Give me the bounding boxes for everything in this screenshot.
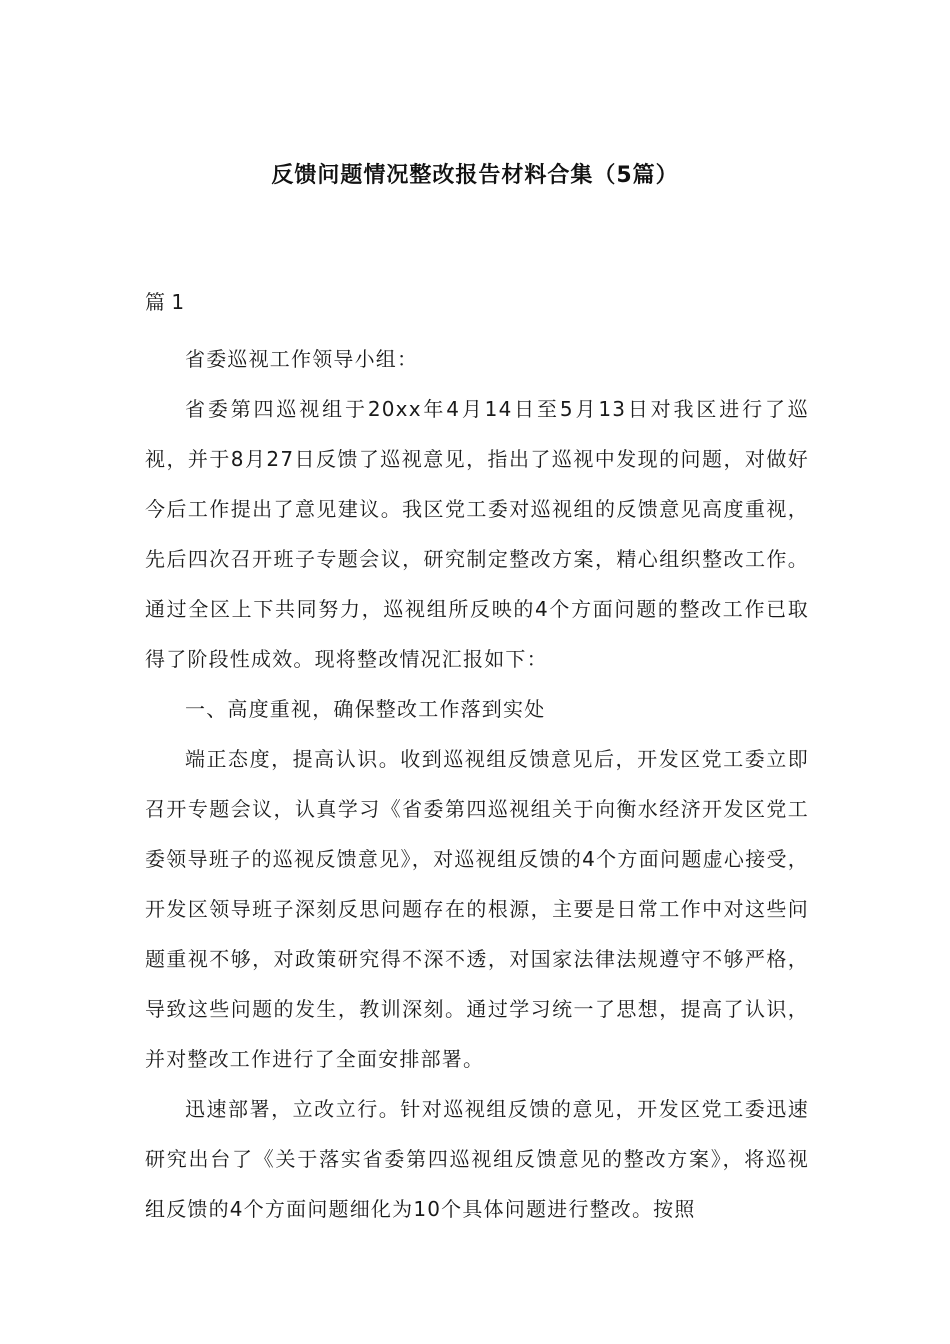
document-title: 反馈问题情况整改报告材料合集（5篇） (271, 163, 679, 188)
paragraph-deployment: 迅速部署，立改立行。针对巡视组反馈的意见，开发区党工委迅速研究出台了《关于落实省委第四巡视组反馈意见的整改方案》，将巡视组反馈的4个方面问题细化为10个具体问题进行整改。按照 (145, 1097, 809, 1221)
section-label: 篇 1 (145, 290, 185, 314)
document-body (145, 334, 809, 1234)
paragraph-intro: 省委第四巡视组于20xx年4月14日至5月13日对我区进行了巡视，并于8月27日反馈了巡视意见，指出了巡视中发现的问题，对做好今后工作提出了意见建议。我区党工委对巡视组的反馈意见高度重视，先后四次召开班子专题会议，研究制定整改方案，精心组织整改工作。通过全区上下共同努力，巡视组所反映的4个方面问题的整改工作已取得了阶段性成效。现将整改情况汇报如下： (145, 397, 809, 671)
paragraph-attitude: 端正态度，提高认识。收到巡视组反馈意见后，开发区党工委立即召开专题会议，认真学习《省委第四巡视组关于向衡水经济开发区党工委领导班子的巡视反馈意见》，对巡视组反馈的4个方面问题虚心接受，开发区领导班子深刻反思问题存在的根源，主要是日常工作中对这些问题重视不够，对政策研究得不深不透，对国家法律法规遵守不够严格，导致这些问题的发生，教训深刻。通过学习统一了思想，提高了认识，并对整改工作进行了全面安排部署。 (145, 747, 809, 1071)
paragraph-salutation: 省委巡视工作领导小组： (185, 347, 419, 371)
paragraph-heading-1: 一、高度重视，确保整改工作落到实处 (185, 697, 546, 721)
